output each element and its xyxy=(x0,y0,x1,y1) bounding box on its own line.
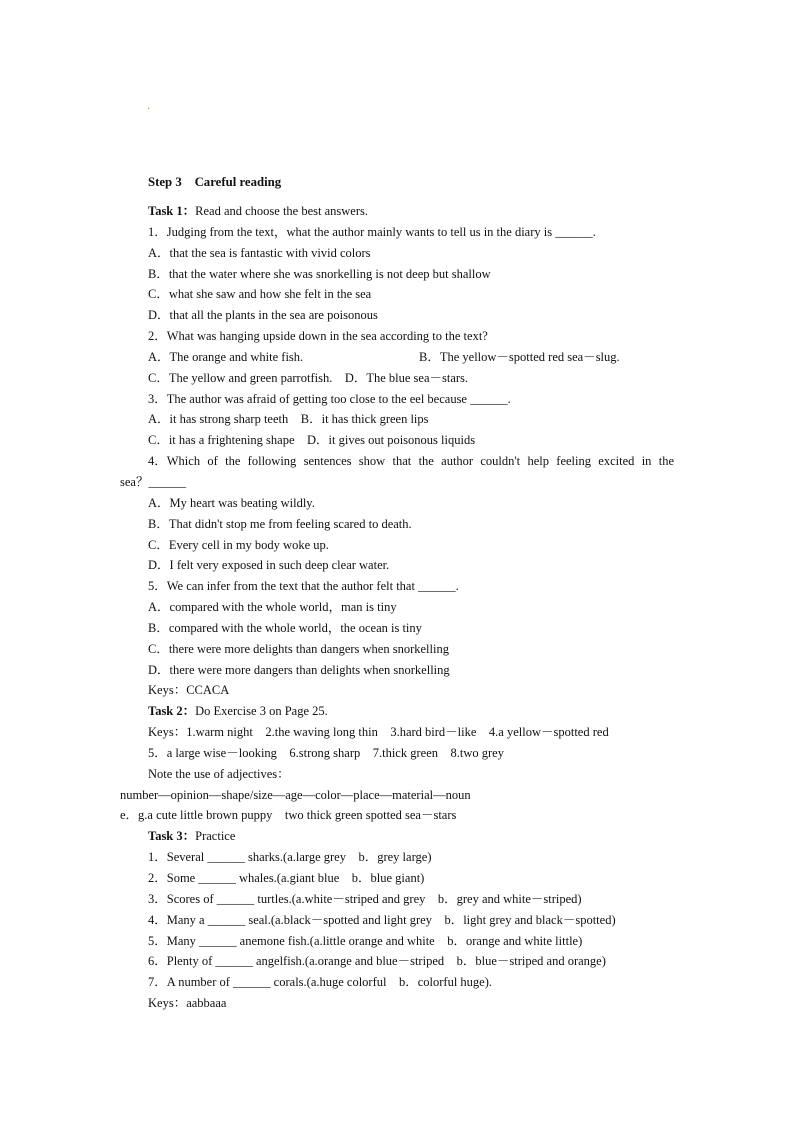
q2-option-b: B．The yellow－spotted red sea－slug. xyxy=(419,349,620,364)
q2-options-cd: C．The yellow and green parrotfish. D．The blue sea－stars. xyxy=(148,370,469,385)
task3-heading xyxy=(0,826,794,847)
task1-keys: Keys：CCACA xyxy=(148,683,230,698)
task3-instruction: Practice xyxy=(195,829,236,844)
q4-option-a: A．My heart was beating wildly. xyxy=(148,495,315,510)
practice-item-1: 1．Several ______ sharks.(a.large grey b．grey large) xyxy=(148,850,432,865)
q5-option-c: C．there were more delights than dangers when snorkelling xyxy=(148,641,449,656)
q3-options-cd: C．it has a frightening shape D．it gives out poisonous liquids xyxy=(148,433,476,448)
practice-item-2: 2．Some ______ whales.(a.giant blue b．blue giant) xyxy=(148,871,425,885)
practice-item-4: 4．Many a ______ seal.(a.black－spotted and light grey b．light grey and black－spotted) xyxy=(148,912,616,927)
step-title: Step 3 Careful reading xyxy=(148,175,282,189)
practice-item-6: 6．Plenty of ______ angelfish.(a.orange and blue－striped b．blue－striped and orange) xyxy=(148,954,606,969)
question-1: 1．Judging from the text，what the author mainly wants to tell us in the diary is ______. xyxy=(148,224,596,239)
task1-instruction: Read and choose the best answers. xyxy=(195,204,369,218)
task2-instruction: Do Exercise 3 on Page 25. xyxy=(195,704,328,719)
question-5: 5．We can infer from the text that the author felt that ______. xyxy=(148,579,459,594)
q1-option-c: C．what she saw and how she felt in the sea xyxy=(148,287,372,302)
header-mark: · xyxy=(147,104,151,115)
task2-keys-line-1: Keys：1.warm night 2.the waving long thin 3.hard bird－like 4.a yellow－spotted red xyxy=(148,725,609,740)
q2-options-ab xyxy=(0,347,794,368)
practice-item-7: 7．A number of ______ corals.(a.huge colorful b．colorful huge). xyxy=(148,975,493,990)
q4-option-d: D．I felt very exposed in such deep clear water. xyxy=(148,558,390,573)
q1-option-b: B．that the water where she was snorkelling is not deep but shallow xyxy=(148,266,491,281)
q4-option-c: C．Every cell in my body woke up. xyxy=(148,537,329,552)
q5-option-a: A．compared with the whole world，man is tiny xyxy=(148,600,397,615)
q3-options-ab: A．it has strong sharp teeth B．it has thick green lips xyxy=(148,412,429,427)
q2-option-a: A．The orange and white fish. xyxy=(148,349,304,364)
adjective-example: e．g.a cute little brown puppy two thick green spotted sea－stars xyxy=(120,808,457,823)
question-2: 2．What was hanging upside down in the sea according to the text? xyxy=(148,329,488,344)
q1-option-d: D．that all the plants in the sea are poisonous xyxy=(148,308,378,323)
content-lines xyxy=(0,201,794,1014)
practice-item-3: 3．Scores of ______ turtles.(a.white－striped and grey b．grey and white－striped) xyxy=(148,891,582,906)
task2-label: Task 2： xyxy=(148,704,196,719)
task2-heading xyxy=(0,701,794,722)
question-4: 4．Which of the following sentences show that the author couldn't help feeling excited in the xyxy=(148,454,674,469)
task3-keys: Keys：aabbaaa xyxy=(148,996,227,1011)
practice-item-5: 5．Many ______ anemone fish.(a.little orange and white b．orange and white little) xyxy=(148,933,583,948)
question-3: 3．The author was afraid of getting too close to the eel because ______. xyxy=(148,391,511,406)
task1-label: Task 1： xyxy=(148,204,196,218)
q5-option-b: B．compared with the whole world，the ocean is tiny xyxy=(148,620,422,635)
q1-option-a: A．that the sea is fantastic with vivid colors xyxy=(148,245,371,260)
task1-heading xyxy=(0,201,794,222)
q4-option-b: B．That didn't stop me from feeling scared to death. xyxy=(148,516,412,531)
question-4-continued: sea？______ xyxy=(120,474,186,489)
task2-keys-line-2: 5．a large wise－looking 6.strong sharp 7.thick green 8.two grey xyxy=(148,745,504,760)
adjective-note: Note the use of adjectives： xyxy=(148,766,290,781)
q5-option-d: D．there were more dangers than delights when snorkelling xyxy=(148,662,450,677)
adjective-order: number—opinion—shape/size—age—color—place—material—noun xyxy=(120,787,471,802)
task3-label: Task 3： xyxy=(148,829,196,844)
